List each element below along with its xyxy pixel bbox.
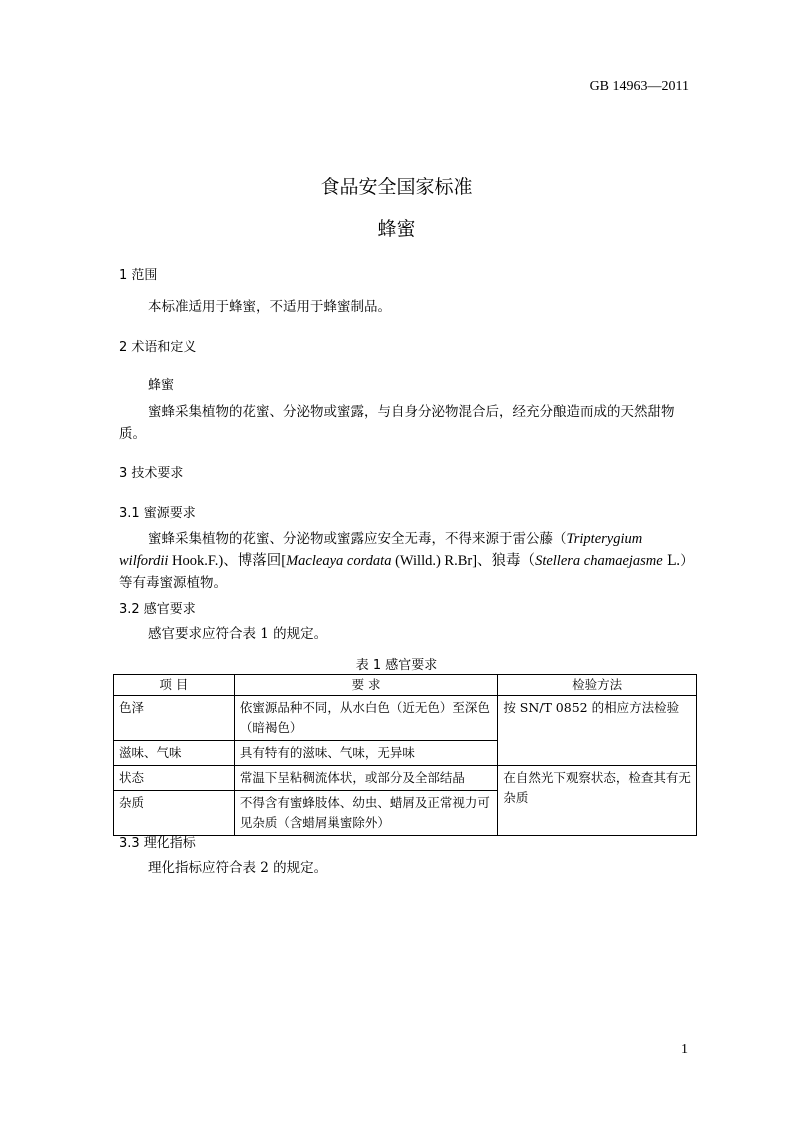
column-header-item: 项 目 xyxy=(114,675,235,696)
item-cell: 状态 xyxy=(114,766,235,791)
method-cell: 按 SN/T 0852 的相应方法检验 xyxy=(498,696,697,766)
table-1-caption: 表 1 感官要求 xyxy=(355,658,438,673)
section-3-heading: 3 技术要求 xyxy=(119,466,184,481)
requirement-cell: 具有特有的滋味、气味，无异味 xyxy=(234,741,498,766)
latin-name-tripterygium: Tripterygium wilfordii xyxy=(119,531,643,569)
section-1-heading: 1 范围 xyxy=(119,268,158,283)
section-3-2-heading: 3.2 感官要求 xyxy=(119,602,196,617)
requirement-cell: 依蜜源品种不同，从水白色（近无色）至深色（暗褐色） xyxy=(234,696,498,741)
method-cell: 在自然光下观察状态，检查其有无杂质 xyxy=(498,766,697,836)
term-definition: 蜜蜂采集植物的花蜜、分泌物或蜜露，与自身分泌物混合后，经充分酿造而成的天然甜物质。 xyxy=(119,404,675,442)
sensory-requirements-table xyxy=(113,674,697,836)
term-name: 蜂蜜 xyxy=(148,378,175,393)
table-header-row xyxy=(114,675,697,696)
column-header-method: 检验方法 xyxy=(498,675,697,696)
item-cell: 滋味、气味 xyxy=(114,741,235,766)
latin-name-macleaya: Macleaya cordata xyxy=(286,553,392,569)
section-3-3-text: 理化指标应符合表 2 的规定。 xyxy=(148,860,328,876)
requirement-cell: 常温下呈粘稠流体状，或部分及全部结晶 xyxy=(234,766,498,791)
section-3-3-heading: 3.3 理化指标 xyxy=(119,836,196,851)
item-cell: 杂质 xyxy=(114,791,235,836)
document-subtitle: 蜂蜜 xyxy=(377,218,416,240)
requirement-cell: 不得含有蜜蜂肢体、幼虫、蜡屑及正常视力可见杂质（含蜡屑巢蜜除外） xyxy=(234,791,498,836)
document-title: 食品安全国家标准 xyxy=(320,176,473,198)
latin-name-stellera: Stellera chamaejasme xyxy=(535,553,663,569)
section-1-text: 本标准适用于蜂蜜，不适用于蜂蜜制品。 xyxy=(148,299,391,315)
table-row xyxy=(114,766,697,791)
section-2-heading: 2 术语和定义 xyxy=(119,340,197,355)
item-cell: 色泽 xyxy=(114,696,235,741)
standard-number: GB 14963—2011 xyxy=(589,79,689,94)
section-3-1-text: 蜜蜂采集植物的花蜜、分泌物或蜜露应安全无毒，不得来源于雷公藤（Tripterygium wilfordii Hook.F.)、博落回[Macleaya cordata (Willd.) R.Br]、狼毒（Stellera chamaejasme L.）等有毒蜜源植物。 xyxy=(119,531,694,591)
section-3-2-text: 感官要求应符合表 1 的规定。 xyxy=(148,626,328,642)
column-header-requirement: 要 求 xyxy=(234,675,498,696)
page-number: 1 xyxy=(681,1042,688,1057)
table-row xyxy=(114,696,697,741)
section-3-1-heading: 3.1 蜜源要求 xyxy=(119,506,196,521)
